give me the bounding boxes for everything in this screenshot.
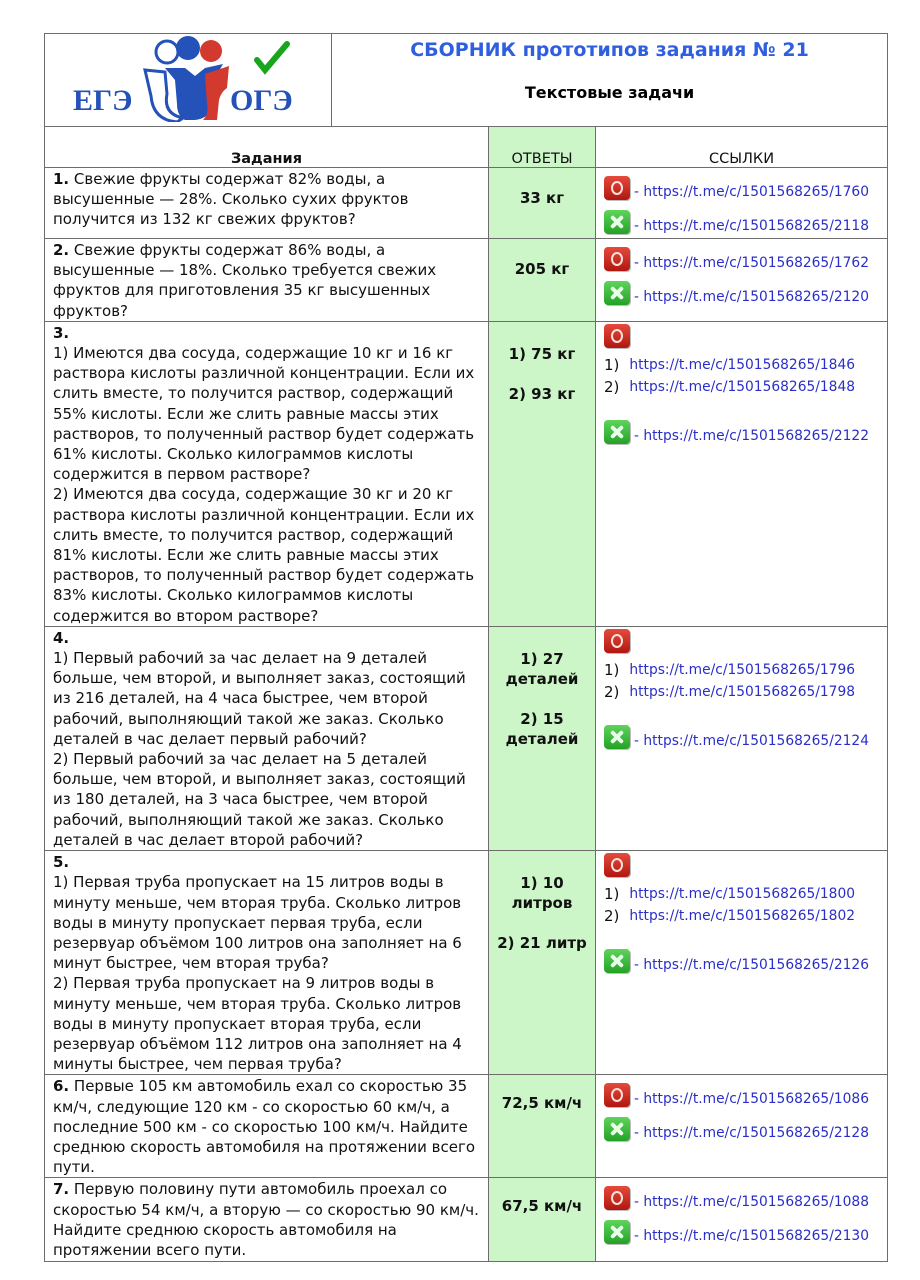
homework-icon[interactable] <box>604 210 630 234</box>
homework-link[interactable]: https://t.me/c/1501568265/2118 <box>643 218 869 234</box>
video-solution-icon[interactable] <box>604 1083 630 1107</box>
video-solution-icon[interactable] <box>604 629 630 653</box>
task-number: 3. <box>53 323 70 342</box>
answer-cell <box>489 626 596 850</box>
part-number: 2) <box>604 682 620 701</box>
links-cell: 1) https://t.me/c/1501568265/1846 2) https://t.me/c/1501568265/1848 - https://t.me/c/1501568265/2122 <box>596 321 888 626</box>
answer-cell <box>489 1075 596 1178</box>
answer-value: 2) 15 деталей <box>505 709 579 748</box>
homework-link[interactable]: https://t.me/c/1501568265/2128 <box>643 1125 869 1142</box>
title-cell <box>332 34 888 127</box>
task-number: 5. <box>53 853 70 872</box>
solution-link[interactable]: https://t.me/c/1501568265/1086 <box>643 1091 869 1108</box>
logo-ege-text: ЕГЭ <box>73 84 133 117</box>
solution-link[interactable]: https://t.me/c/1501568265/1802 <box>629 908 856 925</box>
logo-cell <box>45 34 332 127</box>
task-text: Первые 105 км автомобиль ехал со скоростью 35 км/ч, следующие 120 км - со скоростью 60 км/ч, а последние 500 км - со скоростью 100 км/ч. Найдите среднюю скорость автомобиля на протяжении всего пути. <box>53 1077 476 1177</box>
task-subpart: 2) Первый рабочий за час делает на 5 деталей больше, чем второй, и выполняет заказ, состоящий из 180 деталей, на 3 часа быстрее, чем второй рабочий, выполняющий такой же заказ. Сколько деталей в час делает второй рабочий? <box>53 750 466 849</box>
task-number: 1. <box>53 170 70 188</box>
column-header-tasks: Задания <box>45 127 489 168</box>
video-solution-icon[interactable] <box>604 176 630 200</box>
part-number: 1) <box>604 355 620 374</box>
homework-icon[interactable] <box>604 281 630 305</box>
task-text: Свежие фрукты содержат 82% воды, а высушенные — 28%. Сколько сухих фруктов получится из 132 кг свежих фруктов? <box>53 170 409 229</box>
homework-link[interactable]: https://t.me/c/1501568265/2124 <box>643 732 869 749</box>
homework-icon[interactable] <box>604 1117 630 1141</box>
answer-value: 205 кг <box>514 260 570 278</box>
solution-link[interactable]: https://t.me/c/1501568265/1762 <box>643 255 869 271</box>
document-page <box>44 33 887 1262</box>
task-number: 6. <box>53 1077 70 1096</box>
solution-link[interactable]: https://t.me/c/1501568265/1846 <box>629 356 856 373</box>
task-row <box>45 239 888 322</box>
answer-value: 72,5 км/ч <box>501 1094 583 1113</box>
homework-link[interactable]: https://t.me/c/1501568265/2120 <box>643 289 869 305</box>
video-solution-icon[interactable] <box>604 1186 630 1210</box>
solution-link[interactable]: https://t.me/c/1501568265/1088 <box>643 1194 869 1211</box>
task-cell <box>45 851 489 1075</box>
logo-oge-text: ОГЭ <box>230 84 293 117</box>
task-row <box>45 1075 888 1178</box>
part-number: 1) <box>604 885 620 904</box>
task-cell <box>45 321 489 626</box>
answer-cell <box>489 239 596 322</box>
solution-link[interactable]: https://t.me/c/1501568265/1798 <box>629 683 856 700</box>
task-cell <box>45 239 489 322</box>
task-subpart: 2) Первая труба пропускает на 9 литров воды в минуту меньше, чем вторая труба. Сколько литров воды в минуту пропускает вторая труба, если резервуар объёмом 112 литров она заполняет на 4 минуты быстрее, чем первая труба? <box>53 974 462 1074</box>
task-number: 4. <box>53 628 70 647</box>
task-text: Свежие фрукты содержат 86% воды, а высушенные — 18%. Сколько требуется свежих фруктов для приготовления 35 кг высушенных фруктов? <box>53 241 437 320</box>
answer-value: 33 кг <box>519 189 565 207</box>
ege-oge-logo <box>45 34 332 122</box>
checkmark-icon <box>257 44 287 70</box>
answer-value: 1) 75 кг <box>508 344 576 363</box>
links-cell: - https://t.me/c/1501568265/1762 - https://t.me/c/1501568265/2120 <box>596 239 888 322</box>
tasks-table <box>44 33 888 1262</box>
task-subpart: 1) Первая труба пропускает на 15 литров воды в минуту меньше, чем вторая труба. Сколько литров воды в минуту пропускает первая труба, если резервуар объёмом 100 литров она заполняет на 6 минут быстрее, чем вторая труба? <box>53 873 462 973</box>
part-number: 1) <box>604 660 620 679</box>
solution-link[interactable]: https://t.me/c/1501568265/1848 <box>629 378 856 395</box>
solution-link[interactable]: https://t.me/c/1501568265/1796 <box>629 661 856 678</box>
header-row <box>45 34 888 127</box>
links-cell: - https://t.me/c/1501568265/1088 - https://t.me/c/1501568265/2130 <box>596 1178 888 1262</box>
homework-icon[interactable] <box>604 949 630 973</box>
task-subpart: 2) Имеются два сосуда, содержащие 30 кг и 20 кг раствора кислоты различной концентрации. Если их слить вместе, то получится раствор, содержащий 81% кислоты. Если же слить равные массы этих растворов, то полученный раствор будет содержать 83% кислоты. Сколько килограммов кислоты содержится во втором растворе? <box>53 485 475 625</box>
answer-cell <box>489 851 596 1075</box>
task-cell <box>45 1178 489 1262</box>
answer-value: 2) 93 кг <box>508 384 576 403</box>
answer-cell <box>489 1178 596 1262</box>
task-row <box>45 321 888 626</box>
collection-subtitle: Текстовые задачи <box>524 83 695 102</box>
task-number: 2. <box>53 241 70 259</box>
column-header-links: ССЫЛКИ <box>596 127 888 168</box>
homework-link[interactable]: https://t.me/c/1501568265/2130 <box>643 1228 869 1245</box>
video-solution-icon[interactable] <box>604 324 630 348</box>
answer-value: 1) 27 деталей <box>505 649 579 688</box>
homework-icon[interactable] <box>604 725 630 749</box>
column-header-row <box>45 127 888 168</box>
task-row <box>45 1178 888 1262</box>
solution-link[interactable]: https://t.me/c/1501568265/1760 <box>643 184 869 200</box>
task-text: Первую половину пути автомобиль проехал со скоростью 54 км/ч, а вторую — со скоростью 90 км/ч. Найдите среднюю скорость автомобиля на протяжении всего пути. <box>53 1180 479 1259</box>
people-icon <box>145 36 229 122</box>
homework-icon[interactable] <box>604 1220 630 1244</box>
task-number: 7. <box>53 1180 70 1199</box>
links-cell: - https://t.me/c/1501568265/1086 - https://t.me/c/1501568265/2128 <box>596 1075 888 1178</box>
homework-icon[interactable] <box>604 420 630 444</box>
links-cell: 1) https://t.me/c/1501568265/1796 2) https://t.me/c/1501568265/1798 - https://t.me/c/1501568265/2124 <box>596 626 888 850</box>
answer-cell <box>489 321 596 626</box>
links-cell: - https://t.me/c/1501568265/1760 - https://t.me/c/1501568265/2118 <box>596 168 888 239</box>
task-subpart: 1) Имеются два сосуда, содержащие 10 кг и 16 кг раствора кислоты различной концентрации. Если их слить вместе, то получится раствор, содержащий 55% кислоты. Если же слить равные массы этих растворов, то полученный раствор будет содержать 61% кислоты. Сколько килограммов кислоты содержится в первом растворе? <box>53 344 475 484</box>
video-solution-icon[interactable] <box>604 853 630 877</box>
task-cell <box>45 168 489 239</box>
collection-title: СБОРНИК прототипов задания № 21 <box>410 39 809 61</box>
links-cell: 1) https://t.me/c/1501568265/1800 2) https://t.me/c/1501568265/1802 - https://t.me/c/1501568265/2126 <box>596 851 888 1075</box>
task-cell <box>45 1075 489 1178</box>
column-header-answers: ОТВЕТЫ <box>489 127 596 168</box>
task-row <box>45 851 888 1075</box>
homework-link[interactable]: https://t.me/c/1501568265/2126 <box>643 957 869 974</box>
solution-link[interactable]: https://t.me/c/1501568265/1800 <box>629 886 856 903</box>
task-subpart: 1) Первый рабочий за час делает на 9 деталей больше, чем второй, и выполняет заказ, состоящий из 216 деталей, на 4 часа быстрее, чем второй рабочий, выполняющий такой же заказ. Сколько деталей в час делает первый рабочий? <box>53 649 466 748</box>
video-solution-icon[interactable] <box>604 247 630 271</box>
answer-value: 1) 10 литров <box>511 874 573 913</box>
part-number: 2) <box>604 377 620 396</box>
homework-link[interactable]: https://t.me/c/1501568265/2122 <box>643 427 869 444</box>
answer-value: 2) 21 литр <box>497 934 587 953</box>
task-cell <box>45 626 489 850</box>
task-row <box>45 168 888 239</box>
part-number: 2) <box>604 907 620 926</box>
answer-value: 67,5 км/ч <box>501 1197 583 1216</box>
task-row <box>45 626 888 850</box>
answer-cell <box>489 168 596 239</box>
